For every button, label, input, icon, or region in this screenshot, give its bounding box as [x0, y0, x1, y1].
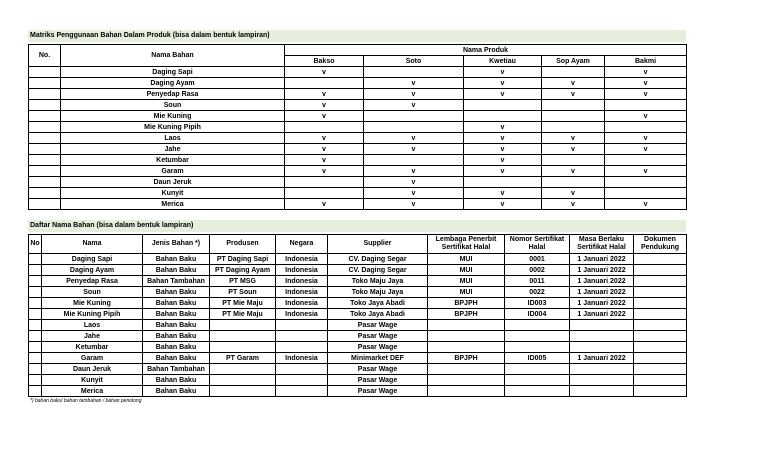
matrix-mark-cell: v: [285, 133, 364, 144]
ingredient-cell: Minimarket DEF: [328, 353, 428, 364]
ingredient-cell: Toko Maju Jaya: [328, 276, 428, 287]
matrix-mark-cell: v: [364, 199, 464, 210]
matrix-mark-cell: v: [364, 89, 464, 100]
ingredient-cell: BPJPH: [428, 353, 505, 364]
matrix-mark-cell: v: [464, 144, 542, 155]
ingredient-cell: [29, 386, 42, 397]
matrix-mark-cell: v: [605, 78, 687, 89]
matrix-mark-cell: [285, 122, 364, 133]
ingredient-cell: 1 Januari 2022: [570, 309, 634, 320]
matrix-row: [29, 111, 687, 122]
matrix-no-cell: [29, 199, 61, 210]
ingredient-cell: [210, 375, 276, 386]
ingredient-row: [29, 287, 687, 298]
ingredient-cell: [428, 331, 505, 342]
ingredient-list-table: [28, 234, 687, 397]
matrix-bahan-cell: Garam: [61, 166, 285, 177]
footnote: *) bahan baku/ bahan tambahan / bahan penolong: [30, 398, 142, 404]
matrix-bahan-cell: Daun Jeruk: [61, 177, 285, 188]
ingredient-cell: Bahan Baku: [143, 386, 210, 397]
matrix-mark-cell: [542, 67, 605, 78]
ingredient-cell: MUI: [428, 276, 505, 287]
ingredient-cell: 0011: [505, 276, 570, 287]
ingredient-cell: Ketumbar: [42, 342, 143, 353]
ingredient-cell: [210, 342, 276, 353]
ingredient-cell: Kunyit: [42, 375, 143, 386]
ingredient-cell: MUI: [428, 254, 505, 265]
ingredient-cell: [29, 276, 42, 287]
ingredient-cell: [634, 265, 687, 276]
matrix-mark-cell: v: [542, 89, 605, 100]
matrix-bahan-cell: Soun: [61, 100, 285, 111]
matrix-mark-cell: [542, 155, 605, 166]
matrix-row: [29, 100, 687, 111]
matrix-mark-cell: [364, 67, 464, 78]
matrix-mark-cell: v: [364, 144, 464, 155]
ingredient-cell: [29, 287, 42, 298]
ingredient-cell: Pasar Wage: [328, 331, 428, 342]
ingredient-cell: [276, 386, 328, 397]
matrix-mark-cell: [285, 188, 364, 199]
ingredient-cell: PT Mie Maju: [210, 298, 276, 309]
matrix-bahan-cell: Mie Kuning: [61, 111, 285, 122]
matrix-mark-cell: v: [605, 166, 687, 177]
matrix-row: [29, 89, 687, 100]
ingredient-cell: [634, 298, 687, 309]
matrix-mark-cell: [605, 177, 687, 188]
matrix-bahan-cell: Merica: [61, 199, 285, 210]
ingredient-row: [29, 309, 687, 320]
ingredient-cell: CV. Daging Segar: [328, 254, 428, 265]
ingredient-cell: [276, 364, 328, 375]
ingredient-cell: Laos: [42, 320, 143, 331]
ingredient-cell: Bahan Baku: [143, 320, 210, 331]
ingredient-cell: [634, 353, 687, 364]
matrix-mark-cell: v: [464, 188, 542, 199]
matrix-mark-cell: v: [464, 122, 542, 133]
matrix-mark-cell: v: [285, 199, 364, 210]
ingredient-cell: [505, 320, 570, 331]
matrix-body: [29, 67, 687, 210]
ingredient-cell: [29, 375, 42, 386]
matrix-mark-cell: [542, 122, 605, 133]
matrix-bahan-cell: Laos: [61, 133, 285, 144]
matrix-mark-cell: [285, 78, 364, 89]
matrix-no-cell: [29, 89, 61, 100]
matrix-bahan-cell: Mie Kuning Pipih: [61, 122, 285, 133]
ingredient-row: [29, 298, 687, 309]
ingredient-cell: [570, 342, 634, 353]
ingredient-cell: Bahan Baku: [143, 298, 210, 309]
ingredient-cell: Bahan Tambahan: [143, 364, 210, 375]
matrix-row: [29, 144, 687, 155]
ingredient-cell: Pasar Wage: [328, 320, 428, 331]
ingredient-cell: ID005: [505, 353, 570, 364]
ingredient-cell: Bahan Baku: [143, 342, 210, 353]
matrix-no-cell: [29, 122, 61, 133]
matrix-mark-cell: v: [464, 78, 542, 89]
ingredient-cell: Bahan Baku: [143, 331, 210, 342]
ingredient-header-cell: Lembaga Penerbit Sertifikat Halal: [428, 235, 505, 254]
ingredient-cell: [570, 320, 634, 331]
matrix-mark-cell: v: [542, 78, 605, 89]
matrix-no-cell: [29, 177, 61, 188]
matrix-mark-cell: [364, 155, 464, 166]
ingredient-cell: 0001: [505, 254, 570, 265]
matrix-mark-cell: v: [285, 100, 364, 111]
matrix-mark-cell: [464, 111, 542, 122]
ingredient-cell: Soun: [42, 287, 143, 298]
ingredient-header-cell: Dokumen Pendukung: [634, 235, 687, 254]
matrix-mark-cell: [464, 177, 542, 188]
matrix-mark-cell: v: [605, 89, 687, 100]
ingredient-cell: [634, 320, 687, 331]
ingredient-cell: 0022: [505, 287, 570, 298]
ingredient-cell: [210, 320, 276, 331]
matrix-bahan-cell: Daging Ayam: [61, 78, 285, 89]
ingredient-row: [29, 265, 687, 276]
ingredient-cell: Bahan Baku: [143, 287, 210, 298]
ingredient-cell: [29, 353, 42, 364]
matrix-bahan-cell: Kunyit: [61, 188, 285, 199]
ingredient-cell: BPJPH: [428, 298, 505, 309]
ingredient-cell: Pasar Wage: [328, 386, 428, 397]
ingredient-cell: Mie Kuning: [42, 298, 143, 309]
ingredient-cell: ID003: [505, 298, 570, 309]
matrix-row: [29, 133, 687, 144]
ingredient-cell: [634, 276, 687, 287]
matrix-mark-cell: v: [464, 166, 542, 177]
ingredient-cell: [505, 331, 570, 342]
ingredient-cell: [29, 331, 42, 342]
matrix-mark-cell: [542, 100, 605, 111]
ingredient-row: [29, 375, 687, 386]
ingredient-cell: [29, 265, 42, 276]
ingredient-cell: [428, 375, 505, 386]
matrix-mark-cell: v: [542, 188, 605, 199]
matrix-mark-cell: v: [605, 111, 687, 122]
ingredient-cell: Indonesia: [276, 276, 328, 287]
ingredient-cell: [276, 320, 328, 331]
ingredient-cell: Bahan Baku: [143, 254, 210, 265]
matrix-mark-cell: v: [285, 155, 364, 166]
ingredient-cell: Garam: [42, 353, 143, 364]
ingredient-cell: [570, 386, 634, 397]
ingredient-header-cell: Jenis Bahan *): [143, 235, 210, 254]
ingredient-cell: [634, 375, 687, 386]
ingredient-cell: PT Garam: [210, 353, 276, 364]
ingredient-cell: PT Daging Ayam: [210, 265, 276, 276]
ingredient-cell: Toko Jaya Abadi: [328, 298, 428, 309]
ingredient-cell: [634, 386, 687, 397]
ingredient-header-cell: Nama: [42, 235, 143, 254]
ingredient-cell: [210, 386, 276, 397]
ingredient-cell: CV. Daging Segar: [328, 265, 428, 276]
matrix-mark-cell: v: [605, 144, 687, 155]
ingredient-cell: Indonesia: [276, 287, 328, 298]
matrix-no-cell: [29, 144, 61, 155]
ingredient-cell: Toko Jaya Abadi: [328, 309, 428, 320]
ingredient-cell: 1 Januari 2022: [570, 287, 634, 298]
ingredient-cell: [505, 386, 570, 397]
ingredient-cell: [570, 331, 634, 342]
matrix-mark-cell: v: [542, 133, 605, 144]
matrix-mark-cell: v: [542, 144, 605, 155]
ingredient-cell: BPJPH: [428, 309, 505, 320]
matrix-mark-cell: [605, 100, 687, 111]
ingredient-row: [29, 254, 687, 265]
ingredient-header-cell: No: [29, 235, 42, 254]
ingredient-cell: [634, 342, 687, 353]
matrix-mark-cell: v: [464, 67, 542, 78]
ingredient-cell: [29, 254, 42, 265]
ingredient-cell: [29, 320, 42, 331]
ingredient-cell: 1 Januari 2022: [570, 254, 634, 265]
matrix-mark-cell: v: [605, 67, 687, 78]
matrix-mark-cell: [542, 111, 605, 122]
matrix-no-cell: [29, 111, 61, 122]
ingredient-cell: Daging Ayam: [42, 265, 143, 276]
matrix-mark-cell: v: [364, 133, 464, 144]
ingredient-cell: [634, 287, 687, 298]
matrix-mark-cell: v: [464, 133, 542, 144]
matrix-section-title: Matriks Penggunaan Bahan Dalam Produk (bisa dalam bentuk lampiran): [28, 30, 686, 42]
usage-matrix-table: [28, 44, 687, 210]
header-produk: Nama Produk: [285, 45, 687, 56]
ingredient-cell: Jahe: [42, 331, 143, 342]
ingredient-cell: Toko Maju Jaya: [328, 287, 428, 298]
matrix-no-cell: [29, 78, 61, 89]
matrix-row: [29, 78, 687, 89]
ingredient-cell: [29, 342, 42, 353]
ingredient-row: [29, 342, 687, 353]
ingredient-header-cell: Produsen: [210, 235, 276, 254]
ingredient-cell: [505, 342, 570, 353]
ingredient-cell: [570, 375, 634, 386]
matrix-row: [29, 166, 687, 177]
ingredient-cell: [276, 342, 328, 353]
ingredient-cell: Bahan Baku: [143, 265, 210, 276]
matrix-mark-cell: v: [285, 89, 364, 100]
matrix-no-cell: [29, 188, 61, 199]
ingredient-cell: 1 Januari 2022: [570, 353, 634, 364]
ingredient-cell: PT Mie Maju: [210, 309, 276, 320]
matrix-mark-cell: v: [364, 188, 464, 199]
ingredient-cell: PT MSG: [210, 276, 276, 287]
matrix-mark-cell: v: [464, 155, 542, 166]
matrix-mark-cell: v: [364, 166, 464, 177]
ingredient-cell: [210, 364, 276, 375]
ingredient-cell: [570, 364, 634, 375]
ingredient-cell: [276, 331, 328, 342]
matrix-bahan-cell: Penyedap Rasa: [61, 89, 285, 100]
ingredient-cell: [634, 331, 687, 342]
matrix-mark-cell: [285, 177, 364, 188]
matrix-mark-cell: v: [285, 166, 364, 177]
ingredient-header-cell: Negara: [276, 235, 328, 254]
header-bahan: Nama Bahan: [61, 45, 285, 67]
matrix-row: [29, 155, 687, 166]
ingredient-cell: [428, 342, 505, 353]
matrix-mark-cell: v: [605, 133, 687, 144]
ingredient-cell: Pasar Wage: [328, 342, 428, 353]
ingredient-cell: PT Daging Sapi: [210, 254, 276, 265]
matrix-no-cell: [29, 67, 61, 78]
ingredient-header-cell: Nomor Sertifikat Halal: [505, 235, 570, 254]
matrix-mark-cell: [605, 155, 687, 166]
ingredient-cell: 0002: [505, 265, 570, 276]
ingredient-cell: Indonesia: [276, 309, 328, 320]
matrix-no-cell: [29, 133, 61, 144]
ingredient-cell: Bahan Baku: [143, 309, 210, 320]
ingredient-cell: 1 Januari 2022: [570, 298, 634, 309]
header-product: Sop Ayam: [542, 56, 605, 67]
ingredient-cell: [505, 364, 570, 375]
matrix-mark-cell: [464, 100, 542, 111]
matrix-no-cell: [29, 155, 61, 166]
matrix-mark-cell: v: [542, 199, 605, 210]
ingredient-cell: Indonesia: [276, 298, 328, 309]
ingredient-cell: MUI: [428, 265, 505, 276]
ingredient-cell: [29, 364, 42, 375]
ingredient-cell: Pasar Wage: [328, 364, 428, 375]
ingredient-cell: Indonesia: [276, 353, 328, 364]
matrix-mark-cell: v: [364, 177, 464, 188]
ingredient-row: [29, 353, 687, 364]
ingredient-cell: [428, 386, 505, 397]
ingredient-cell: 1 Januari 2022: [570, 265, 634, 276]
header-product: Kwetiau: [464, 56, 542, 67]
matrix-row: [29, 177, 687, 188]
ingredient-cell: Bahan Baku: [143, 375, 210, 386]
matrix-mark-cell: v: [542, 166, 605, 177]
ingredient-row: [29, 331, 687, 342]
ingredient-cell: [210, 331, 276, 342]
header-product: Bakso: [285, 56, 364, 67]
matrix-mark-cell: v: [364, 100, 464, 111]
ingredient-cell: Indonesia: [276, 265, 328, 276]
matrix-mark-cell: v: [285, 144, 364, 155]
ingredient-cell: Penyedap Rasa: [42, 276, 143, 287]
ingredient-header-row: [29, 235, 687, 254]
ingredient-cell: ID004: [505, 309, 570, 320]
ingredient-cell: [29, 298, 42, 309]
ingredient-cell: Pasar Wage: [328, 375, 428, 386]
ingredient-cell: [634, 309, 687, 320]
ingredient-cell: [505, 375, 570, 386]
ingredient-body: [29, 254, 687, 397]
matrix-no-cell: [29, 100, 61, 111]
ingredient-header-cell: Masa Berlaku Sertifikat Halal: [570, 235, 634, 254]
ingredient-cell: Daging Sapi: [42, 254, 143, 265]
ingredient-row: [29, 276, 687, 287]
matrix-bahan-cell: Daging Sapi: [61, 67, 285, 78]
matrix-mark-cell: v: [464, 89, 542, 100]
ingredient-cell: Indonesia: [276, 254, 328, 265]
ingredient-cell: MUI: [428, 287, 505, 298]
ingredient-header-cell: Supplier: [328, 235, 428, 254]
ingredient-cell: Bahan Tambahan: [143, 276, 210, 287]
matrix-mark-cell: v: [605, 199, 687, 210]
matrix-mark-cell: [364, 122, 464, 133]
ingredient-cell: [428, 320, 505, 331]
ingredient-row: [29, 320, 687, 331]
matrix-row: [29, 199, 687, 210]
matrix-mark-cell: v: [285, 111, 364, 122]
matrix-no-cell: [29, 166, 61, 177]
matrix-mark-cell: v: [285, 67, 364, 78]
ingredient-cell: [29, 309, 42, 320]
header-no: No.: [29, 45, 61, 67]
matrix-row: [29, 122, 687, 133]
matrix-mark-cell: [605, 122, 687, 133]
matrix-mark-cell: v: [464, 199, 542, 210]
ingredient-list-title: Daftar Nama Bahan (bisa dalam bentuk lampiran): [28, 220, 686, 232]
ingredient-cell: PT Soun: [210, 287, 276, 298]
ingredient-cell: [276, 375, 328, 386]
ingredient-cell: [634, 364, 687, 375]
ingredient-cell: Bahan Baku: [143, 353, 210, 364]
ingredient-cell: Mie Kuning Pipih: [42, 309, 143, 320]
matrix-mark-cell: v: [364, 78, 464, 89]
matrix-row: [29, 188, 687, 199]
matrix-row: [29, 67, 687, 78]
matrix-bahan-cell: Ketumbar: [61, 155, 285, 166]
matrix-mark-cell: [605, 188, 687, 199]
ingredient-cell: Merica: [42, 386, 143, 397]
ingredient-cell: 1 Januari 2022: [570, 276, 634, 287]
ingredient-cell: Daun Jeruk: [42, 364, 143, 375]
matrix-bahan-cell: Jahe: [61, 144, 285, 155]
ingredient-cell: [634, 254, 687, 265]
ingredient-row: [29, 386, 687, 397]
ingredient-cell: [428, 364, 505, 375]
ingredient-row: [29, 364, 687, 375]
matrix-mark-cell: [364, 111, 464, 122]
header-product: Soto: [364, 56, 464, 67]
header-product: Bakmi: [605, 56, 687, 67]
matrix-mark-cell: [542, 177, 605, 188]
